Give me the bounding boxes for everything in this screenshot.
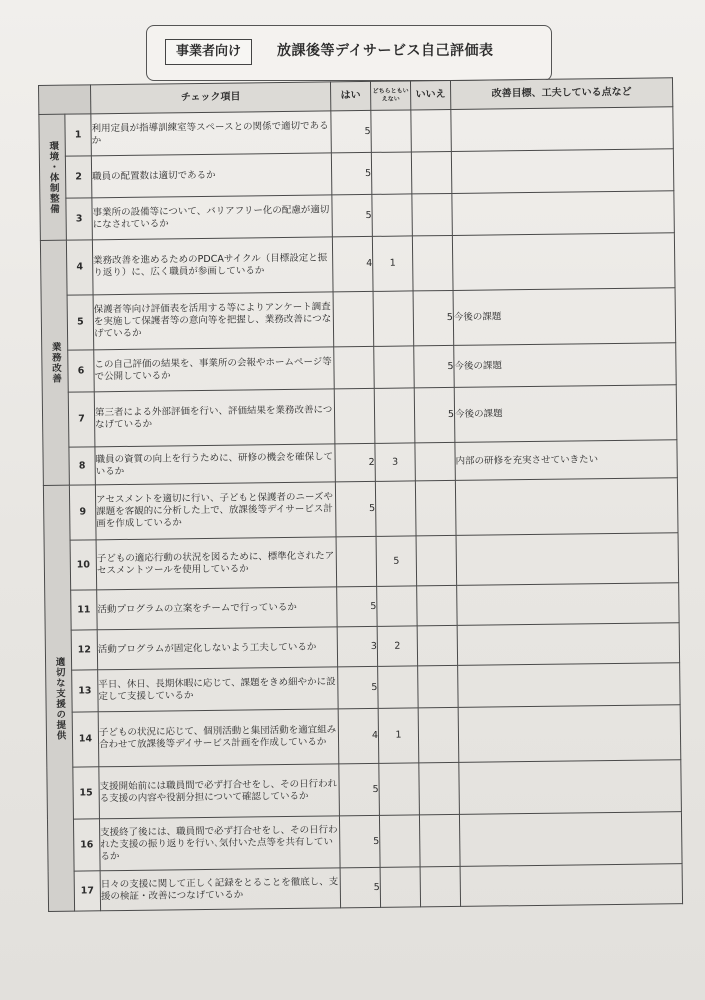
no-count: 5	[414, 387, 455, 442]
no-count: 5	[413, 290, 454, 345]
header-no: いいえ	[410, 80, 450, 109]
row-number: 10	[70, 540, 97, 590]
check-item-text: 事業所の設備等について、バリアフリー化の配慮が適切になされているか	[92, 195, 332, 240]
yes-count: 2	[335, 443, 375, 481]
row-number: 11	[71, 590, 97, 630]
row-number: 6	[68, 350, 95, 392]
check-item-text: 活動プログラムが固定化しないよう工夫しているか	[97, 627, 337, 670]
page-title: 放課後等デイサービス自己評価表	[277, 43, 494, 59]
no-count	[411, 151, 452, 193]
yes-count	[334, 388, 375, 443]
neither-count	[373, 291, 414, 346]
check-item-text: 平日、休日、長期休暇に応じて、課題をきめ細やかに設定して支援しているか	[98, 667, 338, 712]
table-row	[47, 760, 682, 820]
check-item-text: 子どもの適応行動の状況を図るために、標準化されたアセスメントツールを使用しているか	[96, 537, 337, 590]
header-yes: はい	[330, 81, 370, 110]
no-count	[417, 585, 457, 625]
yes-count: 5	[340, 867, 380, 907]
yes-count	[334, 346, 375, 388]
no-count	[417, 625, 457, 665]
no-count	[415, 480, 456, 535]
neither-count: 1	[372, 236, 413, 291]
yes-count	[336, 536, 377, 586]
row-number: 15	[73, 767, 100, 819]
table-row	[46, 705, 681, 768]
row-number: 14	[72, 712, 99, 767]
neither-count	[374, 346, 415, 388]
check-item-text: 第三者による外部評価を行い、評価結果を業務改善につなげているか	[94, 389, 335, 447]
improvement-note: 今後の課題	[453, 288, 676, 346]
header-neither: どちらともいえない	[370, 81, 410, 110]
row-number: 2	[65, 156, 92, 198]
title-box	[146, 25, 552, 81]
improvement-note	[458, 663, 680, 708]
yes-count: 5	[332, 194, 373, 236]
section-label: 業務改善	[40, 240, 69, 485]
check-item-text: 子どもの状況に応じて、個別活動と集団活動を適宜組み合わせて放課後等デイサービス計画を作成しているか	[98, 709, 339, 767]
audience-tag: 事業者向け	[165, 39, 252, 65]
yes-count: 5	[331, 152, 372, 194]
row-number: 5	[67, 295, 94, 350]
check-item-text: アセスメントを適切に行い、子どもと保護者のニーズや課題を客観的に分析した上で、放課後等デイサービス計画を作成しているか	[95, 482, 336, 540]
no-count	[420, 866, 460, 906]
check-item-text: 業務改善を進めるためのPDCAサイクル（目標設定と振り返り）に、広く職員が参画しているか	[92, 237, 333, 295]
improvement-note	[451, 107, 673, 152]
check-item-text: 活動プログラムの立案をチームで行っているか	[97, 587, 337, 630]
table-body	[39, 107, 683, 912]
no-count	[418, 665, 459, 707]
neither-count	[380, 867, 420, 907]
row-number: 12	[71, 630, 97, 670]
row-number: 4	[66, 240, 93, 295]
row-number: 1	[65, 114, 92, 156]
neither-count	[374, 388, 415, 443]
improvement-note: 今後の課題	[454, 385, 677, 443]
improvement-note: 今後の課題	[454, 343, 676, 388]
check-item-text: 職員の配置数は適切であるか	[91, 153, 331, 198]
improvement-note	[460, 864, 682, 907]
neither-count	[371, 110, 412, 152]
neither-count: 5	[376, 536, 417, 586]
table-row	[41, 288, 676, 351]
check-item-text: 日々の支援に関して正しく記録をとることを徹底し、支援の検証・改善につなげているか	[100, 868, 340, 911]
improvement-note	[456, 533, 679, 586]
yes-count: 5	[338, 666, 379, 708]
section-label: 適切な支援の提供	[43, 485, 74, 911]
neither-count: 1	[378, 708, 419, 763]
table-row	[42, 385, 677, 448]
check-item-text: 職員の資質の向上を行うために、研修の機会を確保しているか	[95, 444, 335, 485]
neither-count: 3	[375, 443, 415, 481]
yes-count: 4	[332, 236, 373, 291]
improvement-note	[458, 705, 681, 763]
row-number: 3	[66, 198, 93, 240]
header-blank	[39, 85, 91, 115]
improvement-note	[451, 149, 673, 194]
evaluation-table	[38, 77, 683, 912]
no-count	[419, 762, 460, 814]
table-row	[43, 478, 678, 541]
improvement-note	[455, 478, 678, 536]
row-number: 8	[69, 447, 95, 485]
improvement-note	[459, 760, 682, 815]
yes-count: 3	[337, 626, 377, 666]
yes-count: 5	[339, 815, 380, 867]
improvement-note	[452, 233, 675, 291]
check-item-text: 利用定員が指導訓練室等スペースとの関係で適切であるか	[91, 111, 331, 156]
improvement-note: 内部の研修を充実させていきたい	[455, 440, 677, 481]
no-count: 5	[414, 345, 455, 387]
header-notes: 改善目標、工夫している点など	[450, 78, 672, 110]
check-item-text: 支援終了後には、職員間で必ず打合せをし、その日行われた支援の振り返りを行い､気付いた点等を共有しているか	[99, 816, 340, 871]
neither-count: 2	[377, 626, 417, 666]
no-count	[412, 235, 453, 290]
table-row	[40, 233, 675, 296]
yes-count: 5	[335, 481, 376, 536]
neither-count	[372, 194, 413, 236]
yes-count: 4	[338, 708, 379, 763]
header-check-item: チェック項目	[91, 82, 331, 114]
yes-count: 5	[331, 110, 372, 152]
no-count	[411, 109, 452, 151]
yes-count: 5	[337, 586, 377, 626]
check-item-text: 支援開始前には職員間で必ず打合せをし、その日行われる支援の内容や役割分担について確認しているか	[99, 764, 340, 819]
row-number: 7	[68, 392, 95, 447]
table-row	[44, 533, 679, 591]
row-number: 17	[74, 871, 100, 911]
no-count	[412, 193, 453, 235]
row-number: 16	[73, 819, 100, 871]
no-count	[419, 814, 460, 866]
improvement-note	[452, 191, 674, 236]
check-item-text: この自己評価の結果を、事業所の会報やホームページ等で公開しているか	[94, 347, 334, 392]
check-item-text: 保護者等向け評価表を活用する等によりアンケート調査を実施して保護者等の意向等を把握し、業務改善につなげているか	[93, 292, 334, 350]
neither-count	[375, 481, 416, 536]
neither-count	[379, 815, 420, 867]
neither-count	[377, 586, 417, 626]
row-number: 9	[69, 485, 96, 540]
section-label: 環境・体制整備	[39, 114, 67, 240]
improvement-note	[457, 623, 679, 666]
neither-count	[371, 152, 412, 194]
neither-count	[379, 763, 420, 815]
table-row	[48, 864, 682, 912]
neither-count	[378, 666, 419, 708]
no-count	[418, 707, 459, 762]
improvement-note	[457, 583, 679, 626]
improvement-note	[459, 812, 682, 867]
no-count	[415, 442, 455, 480]
table-row	[47, 812, 682, 872]
yes-count: 5	[339, 763, 380, 815]
no-count	[416, 535, 457, 585]
yes-count	[333, 291, 374, 346]
row-number: 13	[72, 670, 99, 712]
